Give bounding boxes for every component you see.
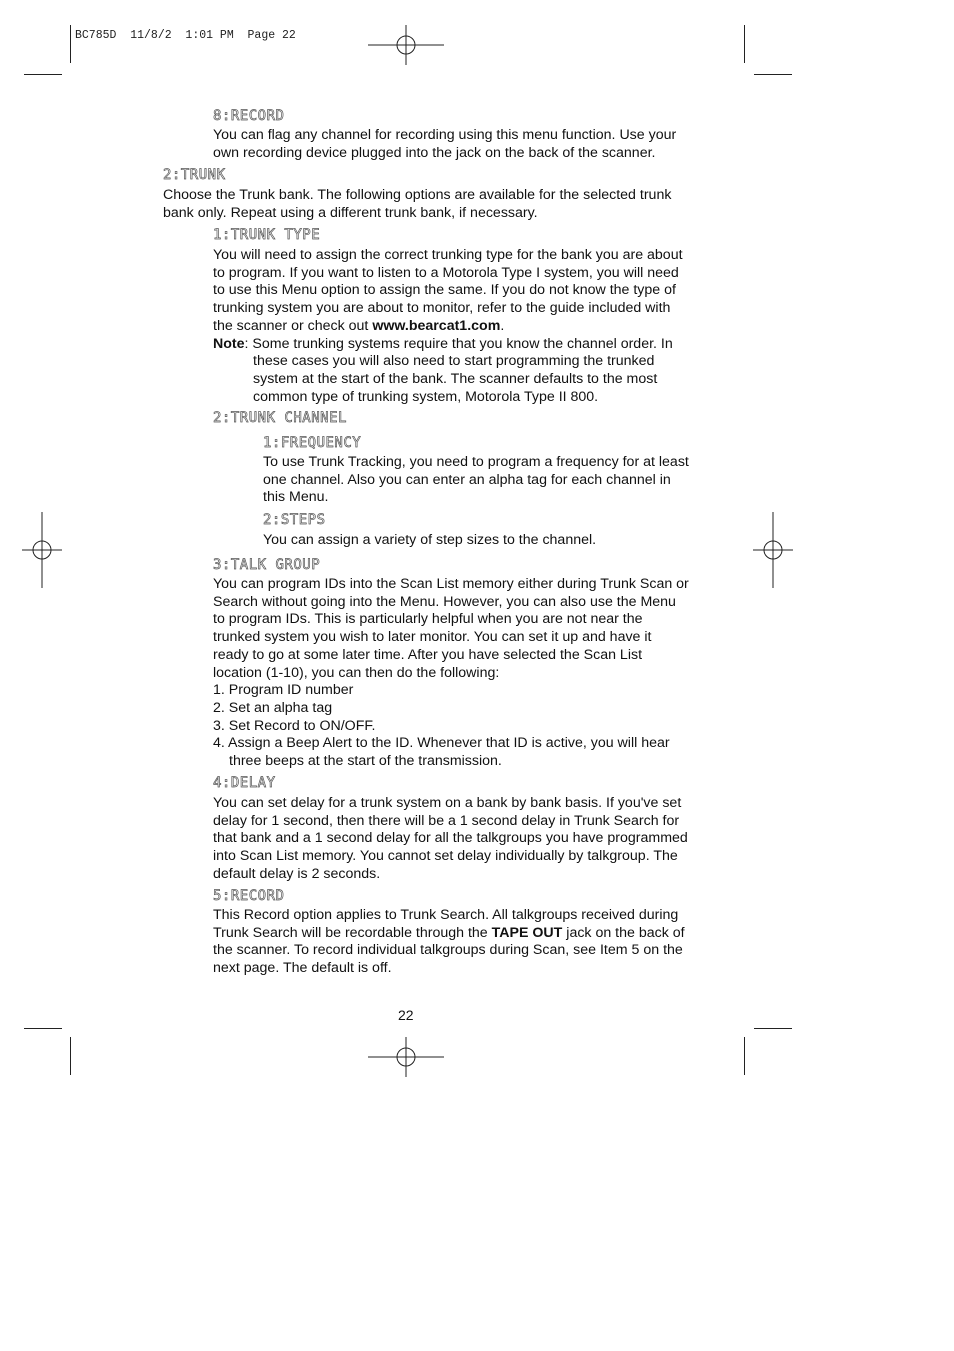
text-line: location (1-10), you can then do the following: [213, 664, 500, 681]
text-line: the scanner. To record individual talkgroups during Scan, see Item 5 on the [213, 942, 683, 959]
note-line: these cases you will also need to start programming the trunked [253, 353, 655, 370]
tape-out-label: TAPE OUT [491, 924, 563, 941]
text-line: ready to go at some later time. After you have selected the Scan List [213, 646, 643, 663]
registration-mark-icon [368, 25, 444, 65]
page-number: 22 [398, 1007, 414, 1023]
text-line: You will need to assign the correct trunking type for the bank you are about [213, 247, 683, 263]
crop-mark [744, 25, 745, 63]
text-line: to program IDs. This is particularly helpful when you are not near the [213, 611, 643, 628]
registration-mark-icon [753, 512, 793, 588]
text-line: You can set delay for a trunk system on a bank by bank basis. If you've set [213, 795, 682, 811]
section-heading-frequency: 1:FREQUENCY [263, 435, 362, 451]
section-heading-record-5: 5:RECORD [213, 888, 285, 904]
text-line: into Scan List memory. You cannot set delay individually by talkgroup. The [213, 848, 678, 865]
section-heading-record-8: 8:RECORD [213, 108, 285, 124]
section-heading-delay: 4:DELAY [213, 775, 276, 791]
registration-mark-icon [22, 512, 62, 588]
note-label: Note [213, 335, 245, 352]
text-fragment: jack on the back of [562, 924, 685, 941]
list-item-continuation: three beeps at the start of the transmission. [229, 753, 502, 770]
section-heading-trunk-type: 1:TRUNK TYPE [213, 227, 321, 243]
crop-mark [754, 74, 792, 75]
frequency-body [263, 454, 689, 507]
text-line: You can flag any channel for recording using this menu function. Use your [213, 127, 677, 143]
record-5-body [213, 907, 685, 978]
delay-body [213, 795, 688, 884]
text-line: to program. If you want to listen to a Motorola Type I system, you will need [213, 264, 679, 281]
text-line: one channel. Also you can enter an alpha tag for each channel in [263, 471, 671, 488]
crop-mark [24, 74, 62, 75]
text-line: this Menu. [263, 489, 329, 506]
section-heading-trunk-channel: 2:TRUNK CHANNEL [213, 410, 347, 426]
trunk-type-body [213, 247, 683, 406]
section-heading-steps: 2:STEPS [263, 512, 326, 528]
text-line: trunked system you wish to later monitor. You can set it up and have it [213, 629, 652, 646]
text-line: To use Trunk Tracking, you need to program a frequency for at least [263, 454, 689, 470]
section-heading-talk-group: 3:TALK GROUP [213, 557, 321, 573]
crop-mark [744, 1037, 745, 1075]
note-line: system at the start of the bank. The scanner defaults to the most [253, 370, 658, 387]
text-line: to use this Menu option to assign the same. If you do not know the type of [213, 282, 676, 299]
text-fragment: Trunk Search will be recordable through the [213, 924, 492, 941]
list-item: 3. Set Record to ON/OFF. [213, 717, 376, 734]
record-8-body [213, 127, 676, 162]
text-line: You can program IDs into the Scan List memory either during Trunk Scan or [213, 576, 689, 592]
text-fragment: the scanner or check out [213, 317, 373, 334]
text-line: default delay is 2 seconds. [213, 865, 381, 882]
note-line [213, 336, 683, 354]
text-line: that bank and a 1 second delay for all the talkgroups you have programmed [213, 830, 688, 847]
print-slug: BC785D 11/8/2 1:01 PM Page 22 [75, 29, 296, 42]
text-line: delay for 1 second, then there will be a 1 second delay in Trunk Search for [213, 812, 680, 829]
text-line [213, 925, 685, 943]
text-line: bank only. Repeat using a different trunk bank, if necessary. [163, 204, 538, 221]
crop-mark [24, 1028, 62, 1029]
crop-mark [754, 1028, 792, 1029]
note-line: common type of trunking system, Motorola Type II 800. [253, 388, 599, 405]
text-line: You can assign a variety of step sizes to the channel. [263, 532, 597, 548]
trunk-body [163, 187, 671, 222]
list-item: 1. Program ID number [213, 682, 354, 699]
text-line [213, 318, 683, 336]
text-fragment: : Some trunking systems require that you know the channel order. In [244, 335, 673, 352]
crop-mark [70, 25, 71, 63]
website-link[interactable]: www.bearcat1.com [372, 317, 501, 334]
text-line: Choose the Trunk bank. The following options are available for the selected trunk [163, 187, 672, 203]
registration-mark-icon [368, 1037, 444, 1077]
crop-mark [70, 1037, 71, 1075]
text-fragment: . [500, 317, 505, 334]
text-line: trunking system you are about to monitor, refer to the guide included with [213, 300, 671, 317]
text-line: Search without going into the Menu. However, you can also use the Menu [213, 593, 676, 610]
text-line: This Record option applies to Trunk Search. All talkgroups received during [213, 907, 679, 923]
steps-body [263, 532, 596, 550]
talk-group-body [213, 576, 689, 771]
section-heading-trunk: 2:TRUNK [163, 167, 226, 183]
text-line: next page. The default is off. [213, 960, 392, 977]
list-item: 2. Set an alpha tag [213, 699, 333, 716]
text-line: own recording device plugged into the jack on the back of the scanner. [213, 144, 656, 161]
list-item: 4. Assign a Beep Alert to the ID. Whenever that ID is active, you will hear [213, 735, 670, 752]
